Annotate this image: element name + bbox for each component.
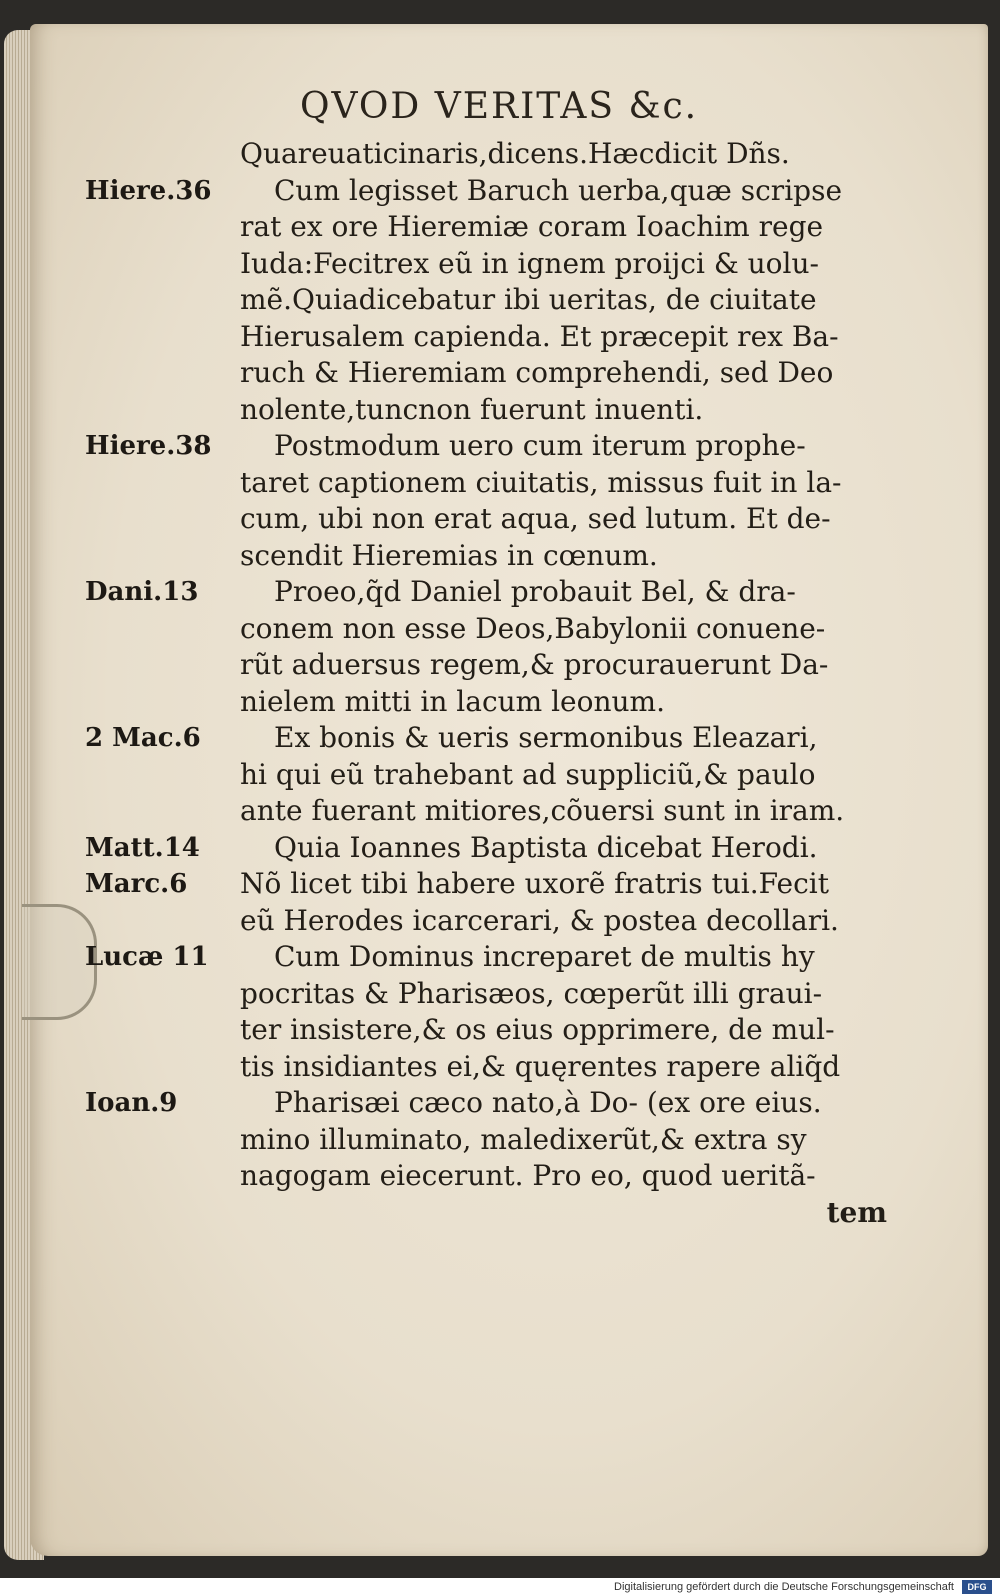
marginal-reference-line: Ioan.9 [85,1088,178,1118]
text-line: scendit Hieremias in cœnum. [240,538,658,572]
marginal-reference [85,830,235,903]
running-title: QVOD VERITAS &c. [300,86,699,127]
text-line: Hierusalem capienda. Et præcepit rex Ba- [240,319,839,353]
marginal-reference-line: Lucæ 11 [85,942,209,972]
marginal-reference [85,1085,235,1122]
text-entry [85,136,905,173]
text-line: tis insidiantes ei,& quęrentes rapere aliq̃d [240,1049,841,1083]
text-line: pocritas & Pharisæos, cœperũt illi graui- [240,976,823,1010]
marginal-reference-line: Hiere.36 [85,175,212,206]
text-entry [85,1085,905,1195]
text-line: Postmodum uero cum iterum prophe- [274,429,806,462]
marginal-reference [85,720,235,757]
text-line: rũt aduersus regem,& procurauerunt Da- [240,648,829,681]
text-line: Proeo,q̃d Daniel probauit Bel, & dra- [274,575,796,608]
text-entry [85,830,905,940]
text-line: nielem mitti in lacum leonum. [240,684,666,718]
text-line: mino illuminato, maledixerũt,& extra sy [240,1122,807,1156]
text-line: ruch & Hieremiam comprehendi, sed Deo [240,356,834,389]
text-line: Pharisæi cæco nato,à Do- (ex ore eius. [274,1086,822,1119]
text-line: ter insistere,& os eius opprimere, de mul- [240,1013,835,1046]
text-line: ante fuerant mitiores,cõuersi sunt in iram. [240,794,845,827]
text-entry [85,574,905,720]
text-line: nolente,tuncnon fuerunt inuenti. [240,392,704,426]
text-line: Cum Dominus increparet de multis hy [274,940,815,973]
text-line: Cum legisset Baruch uerba,quæ scripse [274,173,843,207]
text-line: mẽ.Quiadicebatur ibi ueritas, de ciuitate [240,283,817,316]
text-line: conem non esse Deos,Babylonii conuene- [240,611,826,645]
marginal-reference [85,428,235,465]
text-line: nagogam eiecerunt. Pro eo, quod ueritã- [240,1159,816,1192]
text-entry [85,173,905,429]
text-line: Ex bonis & ueris sermonibus Eleazari, [274,721,818,754]
text-line: Quia Ioannes Baptista dicebat Herodi. [274,830,818,864]
marginal-reference-line: Dani.13 [85,577,199,607]
text-line: Nõ licet tibi habere uxorẽ fratris tui.Fecit [240,867,829,900]
marginal-reference [85,173,235,210]
text-line: hi qui eũ trahebant ad suppliciũ,& paulo [240,757,816,791]
footer-bar [0,1578,1000,1596]
marginal-reference [85,574,235,611]
text-entry [85,720,905,830]
footer-credit: Digitalisierung gefördert durch die Deutsche Forschungsgemeinschaft [614,1581,954,1593]
text-line: Iuda:Fecitrex eũ in ignem proijci & uolu- [240,246,819,280]
text-line: rat ex ore Hieremiæ coram Ioachim rege [240,210,824,243]
marginal-reference-line: 2 Mac.6 [85,723,201,753]
marginal-reference-line: Matt.14 [85,832,200,863]
text-entry [85,939,905,1085]
text-entry [85,428,905,574]
dfg-logo: DFG [962,1580,992,1594]
text-line: eũ Herodes icarcerari, & postea decollari. [240,903,839,937]
catchword: tem [826,1195,887,1229]
marginal-reference-line: Hiere.38 [85,431,212,461]
text-line: taret captionem ciuitatis, missus fuit in la- [240,465,842,499]
marginal-reference-line: Marc.6 [85,869,188,899]
text-block [85,136,905,1231]
marginal-reference [85,939,235,976]
text-line: Quareuaticinaris,dicens.Hæcdicit Dñs. [240,137,790,170]
text-line: cum, ubi non erat aqua, sed lutum. Et de- [240,502,831,535]
